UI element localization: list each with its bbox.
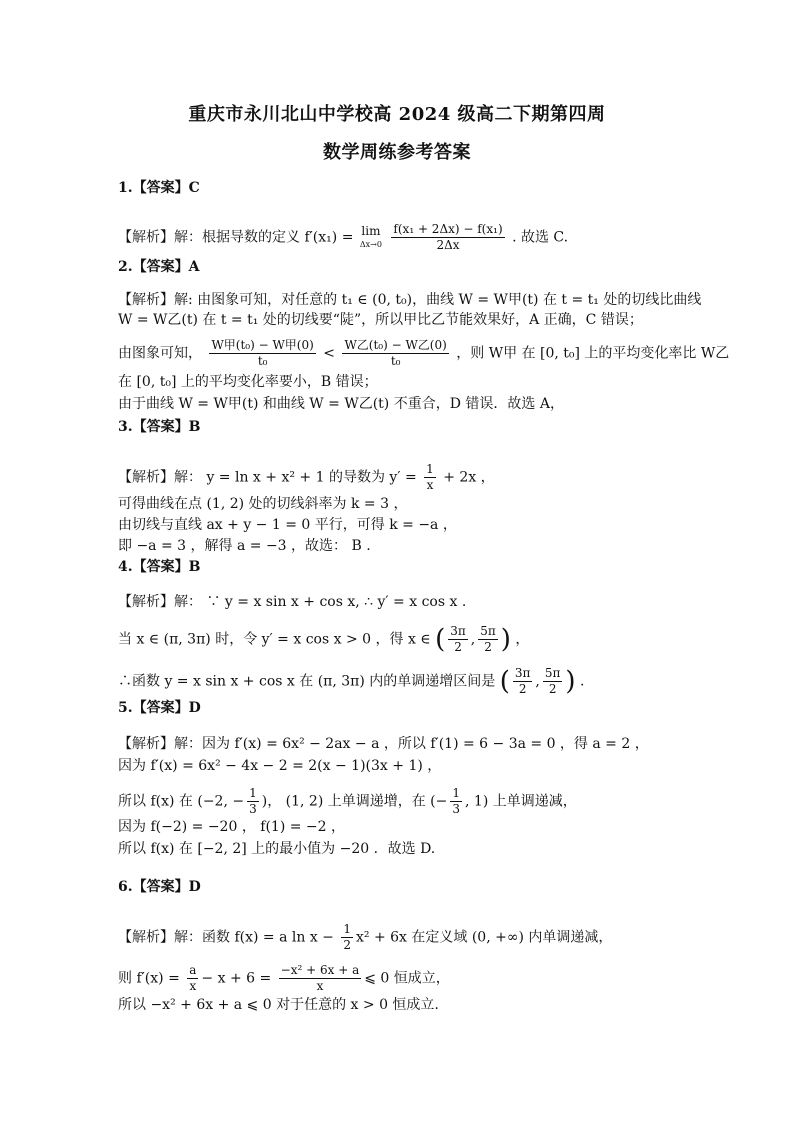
q4-fraction-4 xyxy=(543,666,563,697)
q2-line2: W = W乙(t) 在 t = t₁ 处的切线要“陡”，所以甲比乙节能效果好，A 正确，C 错误； xyxy=(118,312,643,328)
q5-f1-num: 1 xyxy=(249,786,257,800)
q5-line2: 因为 f′(x) = 6x² − 4x − 2 = 2(x − 1)(3x + 1) ， xyxy=(118,758,442,774)
q4-f2-den: 2 xyxy=(484,640,492,654)
q6-line2-pre: 则 f′(x) = xyxy=(118,970,185,987)
q3-line1-pre: 【解析】解： y = ln x + x² + 1 的导数为 y′ = xyxy=(118,469,422,486)
q5-line3-a: 所以 f(x) 在 (−2, − xyxy=(118,793,245,810)
q3-fraction xyxy=(424,462,436,493)
q1-frac-den: 2Δx xyxy=(436,238,460,252)
q5-line3 xyxy=(118,786,577,817)
q2-line1: 【解析】解: 由图象可知，对任意的 t₁ ∈ (0, t₀)，曲线 W = W甲(t) 在 t = t₁ 处的切线比曲线 xyxy=(118,292,702,308)
q6-f2-num: a xyxy=(189,963,197,977)
q4-line1: 【解析】解： ∵ y = x sin x + cos x, ∴ y′ = x cos x . xyxy=(118,594,467,610)
q3-line1 xyxy=(118,462,495,493)
q1-answer: 1.【答案】C xyxy=(118,180,200,196)
q6-f1-den: 2 xyxy=(343,938,351,952)
q2-line3-pre: 由图象可知， xyxy=(118,345,202,362)
q6-line2 xyxy=(118,963,450,994)
q5-line1: 【解析】解：因为 f′(x) = 6x² − 2ax − a ，所以 f′(1) = 6 − 3a = 0 ，得 a = 2 ， xyxy=(118,736,649,752)
q5-answer: 5.【答案】D xyxy=(118,700,201,716)
q6-line1-post: x² + 6x 在定义域 (0, +∞) 内单调递减， xyxy=(356,929,613,946)
q1-analysis xyxy=(118,222,568,253)
q2-f1-den: t₀ xyxy=(257,354,268,368)
q4-line2-pre: 当 x ∈ (π, 3π) 时，令 y′ = x cos x > 0 ，得 x ∈ xyxy=(118,631,436,648)
q3-line2: 可得曲线在点 (1, 2) 处的切线斜率为 k = 3 ， xyxy=(118,496,408,512)
q1-lim-sub: Δx→0 xyxy=(359,239,382,249)
q1-lim-word: lim xyxy=(361,223,381,238)
q6-line2-mid: − x + 6 = xyxy=(201,970,276,987)
q4-line2: 当 x ∈ (π, 3π) 时，令 y′ = x cos x > 0 ，得 x ∈ ( $\frac{3\pi}{2}$ , $\frac{5\pi}{2}$ ) ， xyxy=(118,624,530,655)
q4-f3-den: 2 xyxy=(518,682,527,696)
q4-paren-close-2: ) xyxy=(565,666,576,697)
q4-fraction-2 xyxy=(478,624,498,655)
q3-line1-post: + 2x ， xyxy=(443,469,495,486)
q6-f1-num: 1 xyxy=(343,922,351,936)
q4-fraction-1 xyxy=(448,624,468,655)
q3-f-den: x xyxy=(426,478,434,492)
q5-line3-b: )， (1, 2) 上单调递增，在 (− xyxy=(261,793,448,810)
q5-line5: 所以 f(x) 在 [−2, 2] 上的最小值为 −20 ．故选 D. xyxy=(118,841,436,857)
q4-f1-den: 2 xyxy=(454,640,462,654)
page-title: 重庆市永川北山中学校高 2024 级高二下期第四周 xyxy=(188,104,606,125)
q3-line4: 即 −a = 3 ，解得 a = −3 ，故选： B . xyxy=(118,538,371,554)
q5-f2-num: 1 xyxy=(452,786,461,800)
q2-line4: 在 [0, t₀] 上的平均变化率要小，B 错误； xyxy=(118,374,378,390)
q4-paren-close: ) xyxy=(500,624,511,655)
q2-fraction-2 xyxy=(342,338,448,369)
q4-f3-num: 3π xyxy=(514,666,531,680)
q3-f-num: 1 xyxy=(426,462,434,476)
q4-f2-num: 5π xyxy=(480,624,496,638)
q4-paren-open-2: ( xyxy=(499,666,510,697)
q2-fraction-1 xyxy=(209,338,315,369)
q5-line3-c: , 1) 上单调递减， xyxy=(465,793,577,810)
q4-paren-open: ( xyxy=(435,624,446,655)
q1-analysis-end: . 故选 C. xyxy=(512,229,569,246)
q3-line3: 由切线与直线 ax + y − 1 = 0 平行，可得 k = −a ， xyxy=(118,517,457,533)
q4-line3-post: . xyxy=(580,673,585,690)
q2-f1-num: W甲(t₀) − W甲(0) xyxy=(211,338,314,352)
q3-answer: 3.【答案】B xyxy=(118,419,201,435)
q6-fraction-2 xyxy=(187,963,198,994)
q6-line1-pre: 【解析】解：函数 f(x) = a ln x − xyxy=(118,929,339,946)
q2-f2-den: t₀ xyxy=(390,354,401,368)
q6-f3-num: −x² + 6x + a xyxy=(280,963,360,977)
q5-fraction-1 xyxy=(247,786,259,817)
q6-f3-den: x xyxy=(316,979,324,993)
q6-answer: 6.【答案】D xyxy=(118,879,201,895)
q6-fraction-1 xyxy=(341,922,353,953)
q4-answer: 4.【答案】B xyxy=(118,559,201,575)
q6-f2-den: x xyxy=(189,979,197,993)
q4-line2-post: ， xyxy=(515,631,530,648)
page-subtitle: 数学周练参考答案 xyxy=(323,142,471,163)
q5-fraction-2 xyxy=(450,786,462,817)
q5-line4: 因为 f(−2) = −20 ， f(1) = −2 ， xyxy=(118,819,346,835)
q6-fraction-3 xyxy=(279,963,362,994)
q1-limit xyxy=(360,225,382,251)
q4-f4-num: 5π xyxy=(544,666,561,680)
q4-f4-den: 2 xyxy=(548,682,557,696)
q6-line3: 所以 −x² + 6x + a ⩽ 0 对于任意的 x > 0 恒成立. xyxy=(118,997,439,1013)
q2-line3 xyxy=(118,338,729,369)
q2-less-than: < xyxy=(323,345,335,362)
q5-f1-den: 3 xyxy=(249,802,257,816)
q4-line3-pre: ∴函数 y = x sin x + cos x 在 (π, 3π) 内的单调递增区间是 xyxy=(118,673,500,690)
q2-f2-num: W乙(t₀) − W乙(0) xyxy=(344,338,447,352)
q4-line3: ∴函数 y = x sin x + cos x 在 (π, 3π) 内的单调递增区间是 ( $\frac{3\pi}{2}$ , $\frac{5\pi}{2}$ ) . xyxy=(118,666,585,697)
q1-frac-num: f(x₁ + 2Δx) − f(x₁) xyxy=(393,222,503,236)
q5-f2-den: 3 xyxy=(452,802,461,816)
q2-line3-post: ，则 W甲 在 [0, t₀] 上的平均变化率比 W乙 xyxy=(456,345,730,362)
q2-line5: 由于曲线 W = W甲(t) 和曲线 W = W乙(t) 不重合，D 错误．故选 A， xyxy=(118,396,564,412)
q1-analysis-text: 【解析】解：根据导数的定义 f′(x₁) = xyxy=(118,229,358,246)
q1-fraction xyxy=(391,222,504,253)
q4-fraction-3 xyxy=(513,666,533,697)
q2-answer: 2.【答案】A xyxy=(118,259,200,275)
q6-line1 xyxy=(118,922,612,953)
q4-f1-num: 3π xyxy=(450,624,466,638)
q6-line2-post: ⩽ 0 恒成立， xyxy=(364,970,450,987)
